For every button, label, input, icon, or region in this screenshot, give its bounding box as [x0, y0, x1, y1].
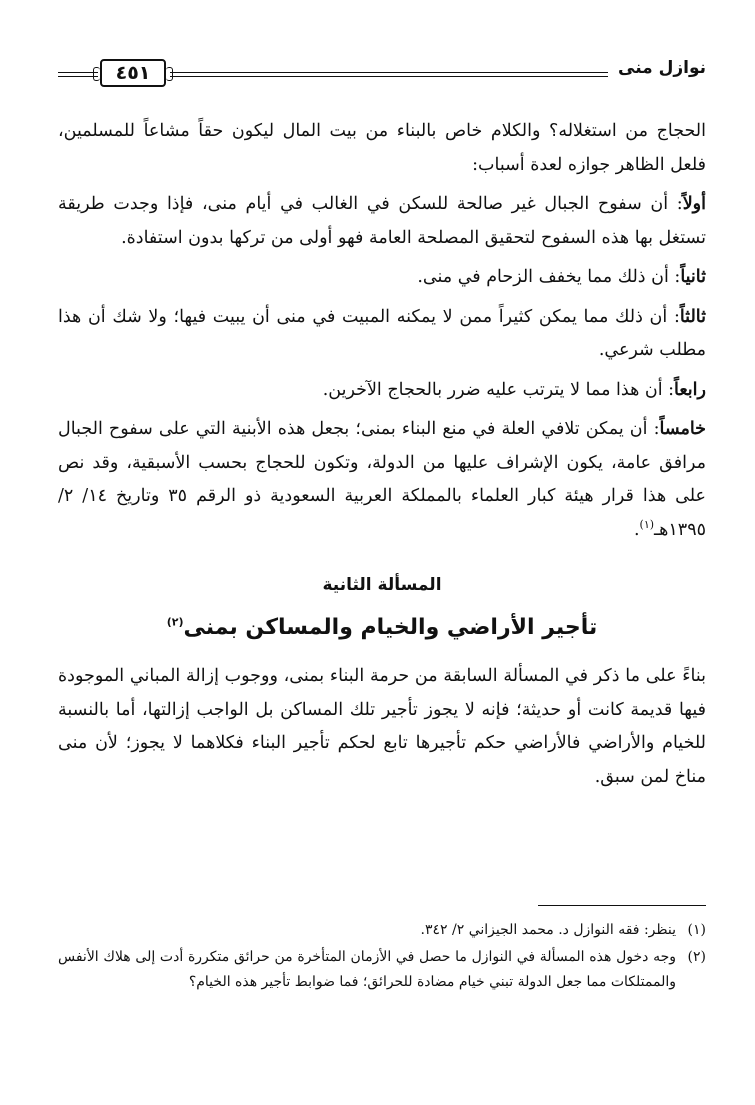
- section-paragraph: بناءً على ما ذكر في المسألة السابقة من حرمة البناء بمنى، ووجوب إزالة المباني الموجودة فيها قديمة كانت أو حديثة؛ فإنه لا يجوز تأجير تلك المساكن بل الواجب إزالتها، أما بالنسبة للخيام والأراضي فالأراضي حكم تأجيرها تابع لحكم تأجير البناء فكلاهما لا يجوز؛ لأن منى مناخ لمن سبق.: [58, 666, 706, 787]
- section-title: [58, 611, 706, 645]
- section-title-text: تأجير الأراضي والخيام والمساكن بمنى: [183, 614, 598, 640]
- reason-2: [58, 261, 706, 295]
- reason-2-label: ثانياً: [680, 267, 706, 287]
- reason-4: [58, 374, 706, 408]
- reason-1-label: أولاً: [682, 194, 706, 214]
- reason-5: [58, 413, 706, 547]
- footnote-ref-1[interactable]: (١): [639, 517, 655, 531]
- reason-3-text: : أن ذلك مما يمكن كثيراً ممن لا يمكنه المبيت في منى أن يبيت فيها؛ ولا شك أن هذا مطلب شرعي.: [58, 306, 706, 360]
- footnote-separator: [538, 905, 706, 906]
- footnote-ref-2[interactable]: (٢): [166, 615, 184, 629]
- header-rule-left: [58, 72, 98, 77]
- reason-4-label: رابعاً: [674, 379, 706, 400]
- page-header: [58, 54, 706, 94]
- book-page: [58, 0, 706, 1105]
- reason-2-text: : أن ذلك مما يخفف الزحام في منى.: [417, 267, 681, 287]
- reason-3-label: ثالثاً: [679, 306, 706, 327]
- page-number: ٤٥١: [115, 62, 151, 84]
- footnote-number: (١): [687, 922, 706, 938]
- reason-5-label: خامساً: [659, 419, 706, 439]
- reason-5-text: : أن يمكن تلافي العلة في منع البناء بمنى؛ بجعل هذه الأبنية التي على سفوح الجبال مرافق عامة، يكون الإشراف عليها من الدولة، وتكون للحجاج بحسب الأسبقية، وقد نص على هذا قرار هيئة كبار العلماء بالمملكة العربية السعودية ذو الرقم ٣٥ وتاريخ ١٤/ ٢/ ١٣٩٥هـ: [58, 419, 706, 540]
- header-rule: [170, 72, 608, 77]
- reason-4-text: : أن هذا مما لا يترتب عليه ضرر بالحجاج الآخرين.: [322, 379, 675, 400]
- intro-paragraph: الحجاج من استغلاله؟ والكلام خاص بالبناء من بيت المال ليكون حقاً مشاعاً للمسلمين، فلعل الظاهر جوازه لعدة أسباب:: [58, 121, 706, 175]
- main-text: [58, 115, 706, 794]
- section-label: المسألة الثانية: [322, 575, 442, 595]
- footnote-number: (٢): [687, 949, 706, 965]
- reason-1: [58, 188, 706, 255]
- reason-5-end: .: [633, 519, 640, 540]
- running-title: نوازل منى: [618, 58, 706, 78]
- footnote-2: [58, 945, 706, 995]
- footnote-text: وجه دخول هذه المسألة في النوازل ما حصل في الأزمان المتأخرة من حرائق متكررة أدت إلى هلاك الأنفس والممتلكات مما جعل الدولة تبني خيام مضادة للحرائق؛ فما ضوابط تأجير هذه الخيام؟: [58, 949, 676, 990]
- page-number-frame: [100, 59, 166, 87]
- footnote-text: ينظر: فقه النوازل د. محمد الجيزاني ٢/ ٣٤٢.: [420, 922, 676, 938]
- reason-3: [58, 301, 706, 368]
- reason-1-text: : أن سفوح الجبال غير صالحة للسكن في الغالب في أيام منى، فإذا وجدت طريقة تستغل بها هذه السفوح لتحقيق المصلحة العامة فهو أولى من تركها بدون استفادة.: [58, 194, 706, 248]
- footnotes: [58, 918, 706, 997]
- footnote-1: [58, 918, 706, 943]
